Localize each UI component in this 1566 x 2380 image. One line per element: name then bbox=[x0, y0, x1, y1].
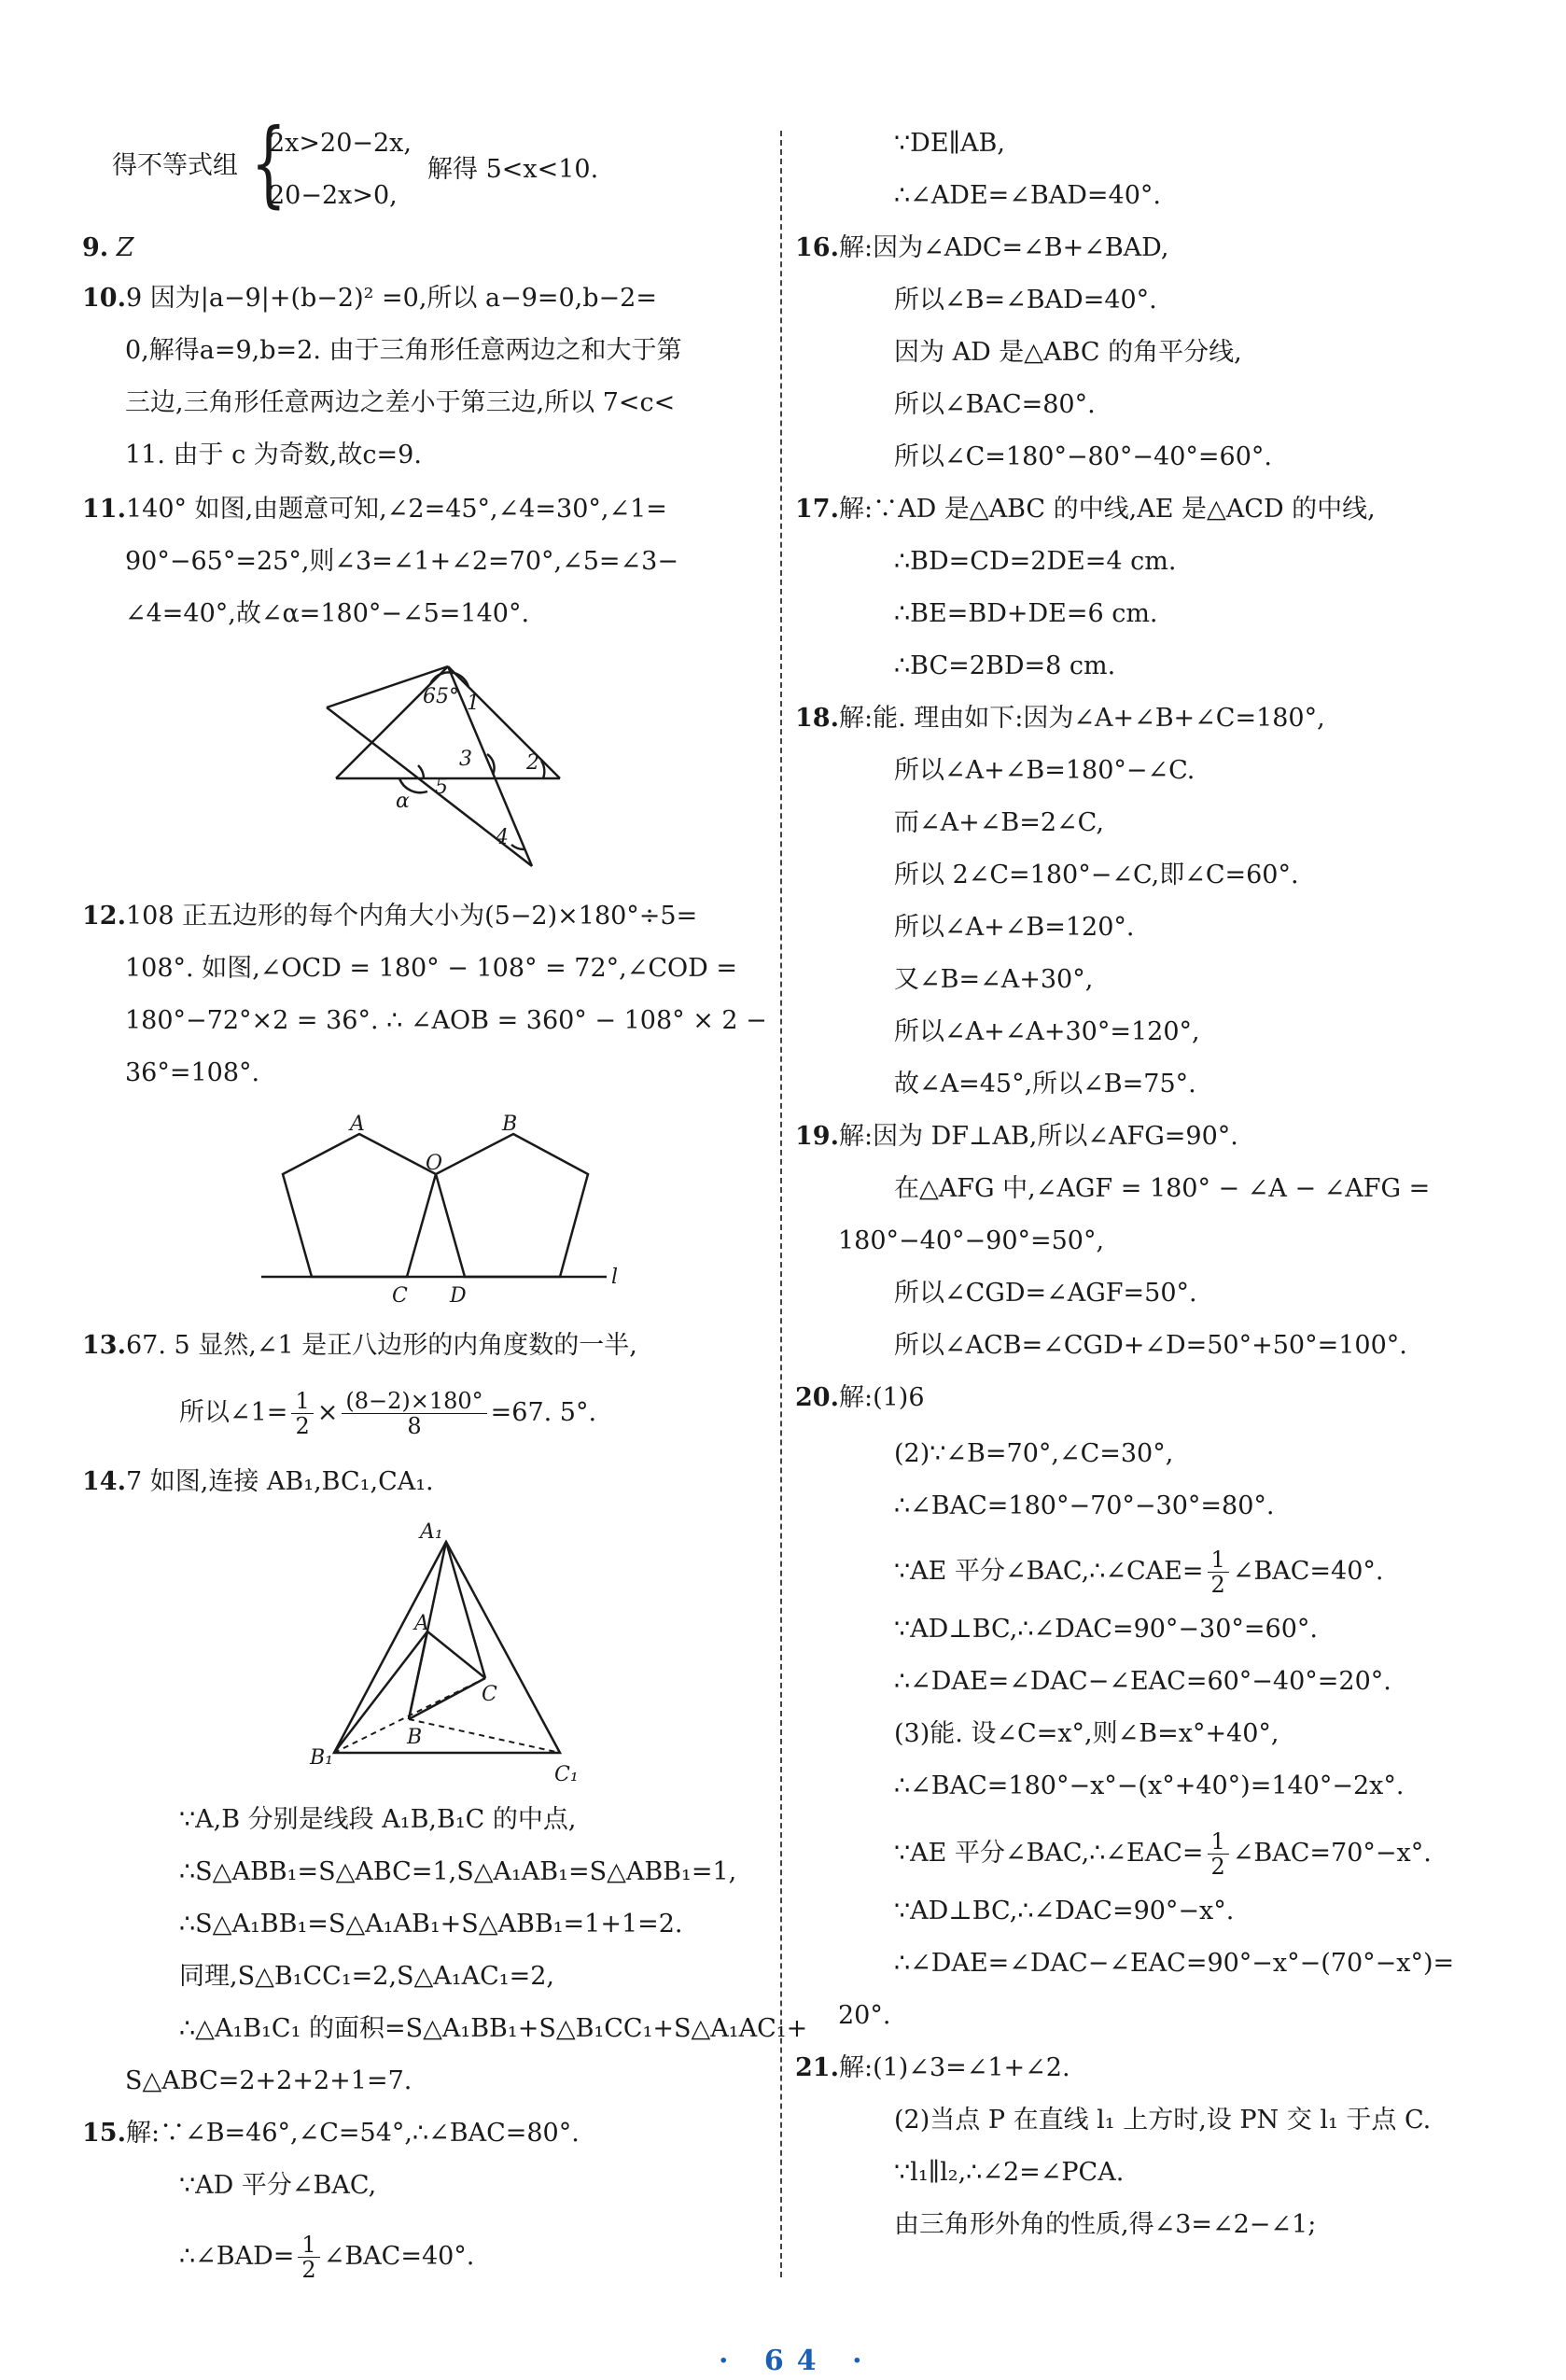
q13-prefix: 所以∠1= bbox=[179, 1398, 288, 1427]
q17-line3: ∴BE=BD+DE=6 cm. bbox=[894, 599, 1158, 628]
q13-frac2-den: 8 bbox=[407, 1413, 422, 1439]
q19-number: 19. bbox=[795, 1122, 839, 1151]
q15-fraction-half bbox=[298, 2233, 319, 2282]
q18-line1: 解:能. 理由如下:因为∠A+∠B+∠C=180°, bbox=[838, 704, 1325, 733]
q18-line6: 又∠B=∠A+30°, bbox=[894, 965, 1094, 994]
q13-number: 13. bbox=[82, 1331, 126, 1360]
q20-frac2-den: 2 bbox=[1210, 1854, 1225, 1880]
q20-line4-prefix: ∵AE 平分∠BAC,∴∠CAE= bbox=[894, 1557, 1204, 1586]
r-line1: ∵DE∥AB, bbox=[894, 129, 1005, 158]
page-number: · 64 · bbox=[719, 2345, 875, 2377]
q17-line4: ∴BC=2BD=8 cm. bbox=[894, 651, 1116, 680]
q10-line3: 三边,三角形任意两边之差小于第三边,所以 7<c< bbox=[125, 388, 676, 417]
q20-line1: 解:(1)6 bbox=[838, 1383, 925, 1412]
q16-line5: 所以∠C=180°−80°−40°=60°. bbox=[894, 442, 1272, 471]
q18-line5: 所以∠A+∠B=120°. bbox=[894, 913, 1135, 942]
q20-line9-prefix: ∵AE 平分∠BAC,∴∠EAC= bbox=[894, 1839, 1204, 1868]
q16-line1: 解:因为∠ADC=∠B+∠BAD, bbox=[838, 233, 1169, 262]
q14-line7: S△ABC=2+2+2+1=7. bbox=[125, 2066, 412, 2095]
q15-prefix: ∴∠BAD= bbox=[179, 2242, 295, 2271]
fig14-label-A: A bbox=[414, 1612, 429, 1635]
inequality-a: 2x>20−2x, bbox=[269, 129, 412, 158]
inequality-b: 20−2x>0, bbox=[269, 181, 398, 210]
q16-line3: 因为 AD 是△ABC 的角平分线, bbox=[894, 338, 1242, 367]
q21-line3: ∵l₁∥l₂,∴∠2=∠PCA. bbox=[894, 2158, 1125, 2187]
fig12-label-B: B bbox=[502, 1113, 518, 1136]
q16-line2: 所以∠B=∠BAD=40°. bbox=[894, 286, 1157, 315]
q11-line3: ∠4=40°,故∠α=180°−∠5=140°. bbox=[125, 599, 530, 628]
q14-number: 14. bbox=[82, 1467, 126, 1496]
q15-line2: ∵AD 平分∠BAC, bbox=[179, 2171, 377, 2200]
q20-line8: ∴∠BAC=180°−x°−(x°+40°)=140°−2x°. bbox=[894, 1771, 1405, 1800]
q15-line1: 解:∵∠B=46°,∠C=54°,∴∠BAC=80°. bbox=[125, 2119, 580, 2148]
q15-frac-den: 2 bbox=[301, 2257, 316, 2283]
figure-q11 bbox=[308, 653, 588, 887]
q21-line2: (2)当点 P 在直线 l₁ 上方时,设 PN 交 l₁ 于点 C. bbox=[894, 2106, 1432, 2135]
q15-result: ∠BAC=40°. bbox=[323, 2242, 475, 2271]
q19-line5: 所以∠ACB=∠CGD+∠D=50°+50°=100°. bbox=[894, 1331, 1407, 1360]
q16-number: 16. bbox=[795, 233, 839, 262]
q21-number: 21. bbox=[795, 2053, 839, 2082]
fig11-angle-1: 1 bbox=[467, 692, 480, 715]
q20-number: 20. bbox=[795, 1383, 839, 1412]
fig11-angle-65: 65° bbox=[423, 685, 459, 708]
q20-line7: (3)能. 设∠C=x°,则∠B=x°+40°, bbox=[894, 1719, 1279, 1748]
q14-line6: ∴△A₁B₁C₁ 的面积=S△A₁BB₁+S△B₁CC₁+S△A₁AC₁+ bbox=[179, 2014, 808, 2043]
fig11-angle-4: 4 bbox=[496, 826, 509, 849]
q20-frac1-num: 1 bbox=[1208, 1547, 1229, 1573]
q15-line3 bbox=[179, 2233, 474, 2282]
fig12-label-l: l bbox=[611, 1266, 619, 1289]
q20-frac2-num: 1 bbox=[1208, 1829, 1229, 1855]
q20-line2: (2)∵∠B=70°,∠C=30°, bbox=[894, 1439, 1174, 1468]
q12-line1: 108 正五边形的每个内角大小为(5−2)×180°÷5= bbox=[125, 902, 698, 931]
q12-line3: 180°−72°×2 = 36°. ∴ ∠AOB = 360° − 108° × 2 − bbox=[125, 1006, 767, 1035]
q18-number: 18. bbox=[795, 704, 839, 733]
q15-number: 15. bbox=[82, 2119, 126, 2148]
q14-line2: ∵A,B 分别是线段 A₁B,B₁C 的中点, bbox=[179, 1805, 577, 1834]
q10-line1: 9 因为|a−9|+(b−2)² =0,所以 a−9=0,b−2= bbox=[125, 284, 657, 313]
q9-text: Z bbox=[116, 233, 134, 262]
q20-line4-result: ∠BAC=40°. bbox=[1232, 1557, 1384, 1586]
q11-line2: 90°−65°=25°,则∠3=∠1+∠2=70°,∠5=∠3− bbox=[125, 547, 678, 576]
q9-number: 9. bbox=[82, 233, 109, 262]
r-line2: ∴∠ADE=∠BAD=40°. bbox=[894, 181, 1161, 210]
q11-number: 11. bbox=[82, 495, 126, 524]
fig12-label-O: O bbox=[426, 1152, 443, 1175]
q19-line3: 180°−40°−90°=50°, bbox=[838, 1226, 1105, 1255]
q20-line4 bbox=[894, 1547, 1383, 1597]
q12-number: 12. bbox=[82, 902, 126, 931]
q13-line1: 67. 5 显然,∠1 是正八边形的内角度数的一半, bbox=[125, 1331, 637, 1360]
q15-frac-num: 1 bbox=[298, 2233, 319, 2258]
fig11-angle-alpha: α bbox=[396, 790, 410, 813]
q13-fraction-half bbox=[291, 1389, 313, 1438]
q20-line5: ∵AD⊥BC,∴∠DAC=90°−30°=60°. bbox=[894, 1615, 1318, 1644]
q19-line4: 所以∠CGD=∠AGF=50°. bbox=[894, 1279, 1197, 1308]
q14-line3: ∴S△ABB₁=S△ABC=1,S△A₁AB₁=S△ABB₁=1, bbox=[179, 1857, 737, 1886]
q20-line10: ∵AD⊥BC,∴∠DAC=90°−x°. bbox=[894, 1897, 1235, 1925]
q10-line4: 11. 由于 c 为奇数,故c=9. bbox=[125, 441, 422, 469]
q12-line2: 108°. 如图,∠OCD = 180° − 108° = 72°,∠COD = bbox=[125, 954, 737, 983]
inequality-prefix: 得不等式组 bbox=[112, 151, 238, 180]
q11-line1: 140° 如图,由题意可知,∠2=45°,∠4=30°,∠1= bbox=[125, 495, 667, 524]
q13-frac1-num: 1 bbox=[291, 1389, 313, 1414]
fig14-label-B1: B₁ bbox=[310, 1746, 333, 1770]
q17-line2: ∴BD=CD=2DE=4 cm. bbox=[894, 547, 1177, 576]
q13-fraction-angle bbox=[342, 1389, 486, 1438]
q13-line2 bbox=[179, 1389, 596, 1438]
q13-frac1-den: 2 bbox=[295, 1413, 310, 1439]
fig12-label-D: D bbox=[450, 1284, 467, 1308]
q20-fraction-half-1 bbox=[1208, 1547, 1229, 1597]
fig12-label-C: C bbox=[392, 1284, 408, 1308]
q20-line6: ∴∠DAE=∠DAC−∠EAC=60°−40°=20°. bbox=[894, 1667, 1391, 1696]
q13-frac2-num: (8−2)×180° bbox=[342, 1389, 486, 1414]
q20-line9-result: ∠BAC=70°−x°. bbox=[1232, 1839, 1432, 1868]
q20-line9 bbox=[894, 1829, 1432, 1879]
q17-line1: 解:∵AD 是△ABC 的中线,AE 是△ACD 的中线, bbox=[838, 495, 1376, 524]
q18-line3: 而∠A+∠B=2∠C, bbox=[894, 808, 1104, 837]
fig11-angle-3: 3 bbox=[459, 748, 472, 771]
q16-line4: 所以∠BAC=80°. bbox=[894, 390, 1096, 419]
q21-line1: 解:(1)∠3=∠1+∠2. bbox=[838, 2053, 1070, 2082]
fig12-label-A: A bbox=[350, 1113, 365, 1136]
fig14-label-C: C bbox=[482, 1683, 497, 1706]
q20-line12: 20°. bbox=[838, 2001, 891, 2030]
q18-line8: 故∠A=45°,所以∠B=75°. bbox=[894, 1070, 1196, 1099]
fig14-label-A1: A₁ bbox=[420, 1520, 443, 1544]
q13-times: × bbox=[316, 1398, 339, 1427]
q14-line1: 7 如图,连接 AB₁,BC₁,CA₁. bbox=[125, 1467, 434, 1496]
fig14-label-B: B bbox=[407, 1726, 423, 1749]
fig11-angle-2: 2 bbox=[526, 751, 539, 775]
q14-line4: ∴S△A₁BB₁=S△A₁AB₁+S△ABB₁=1+1=2. bbox=[179, 1910, 683, 1939]
q10-number: 10. bbox=[82, 284, 126, 313]
q20-frac1-den: 2 bbox=[1210, 1572, 1225, 1598]
figure-q14 bbox=[299, 1512, 597, 1792]
fig14-label-C1: C₁ bbox=[554, 1763, 579, 1786]
system-brace: { bbox=[250, 108, 287, 217]
q14-line5: 同理,S△B₁CC₁=2,S△A₁AC₁=2, bbox=[179, 1962, 554, 1991]
q13-result: =67. 5°. bbox=[490, 1398, 597, 1427]
q21-line4: 由三角形外角的性质,得∠3=∠2−∠1; bbox=[894, 2210, 1317, 2239]
q12-line4: 36°=108°. bbox=[125, 1058, 260, 1087]
q20-fraction-half-2 bbox=[1208, 1829, 1229, 1879]
q20-line3: ∴∠BAC=180°−70°−30°=80°. bbox=[894, 1491, 1275, 1520]
q18-line4: 所以 2∠C=180°−∠C,即∠C=60°. bbox=[894, 861, 1299, 889]
q17-number: 17. bbox=[795, 495, 839, 524]
q20-line11: ∴∠DAE=∠DAC−∠EAC=90°−x°−(70°−x°)= bbox=[894, 1949, 1455, 1978]
fig11-angle-5: 5 bbox=[435, 776, 448, 799]
inequality-solution: 解得 5<x<10. bbox=[427, 155, 599, 184]
q19-line2: 在△AFG 中,∠AGF = 180° − ∠A − ∠AFG = bbox=[894, 1174, 1431, 1203]
q18-line2: 所以∠A+∠B=180°−∠C. bbox=[894, 756, 1195, 785]
q18-line7: 所以∠A+∠A+30°=120°, bbox=[894, 1017, 1200, 1046]
column-divider bbox=[780, 131, 782, 2277]
q19-line1: 解:因为 DF⊥AB,所以∠AFG=90°. bbox=[838, 1122, 1238, 1151]
q10-line2: 0,解得a=9,b=2. 由于三角形任意两边之和大于第 bbox=[125, 336, 682, 365]
figure-q12 bbox=[252, 1106, 635, 1311]
